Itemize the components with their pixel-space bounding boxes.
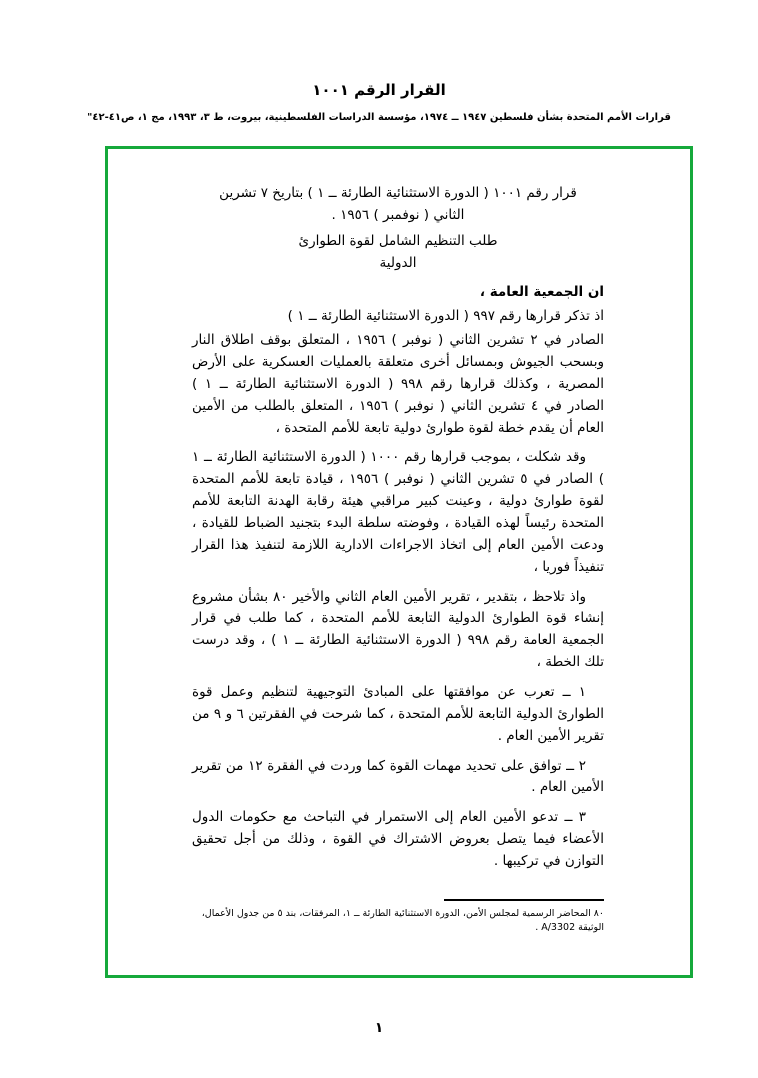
content-frame [105,146,693,978]
operative-paragraph-1: ١ ــ تعرب عن موافقتها على المبادئ التوجيهية لتنظيم وعمل قوة الطوارئ الدولية التابعة للأمم المتحدة ، كما شرحت في الفقرتين ٦ و ٩ من تقرير الأمين العام . [192,684,604,744]
paragraph-noting: واذ تلاحظ ، بتقدير ، تقرير الأمين العام الثاني والأخير ٨٠ بشأن مشروع إنشاء قوة الطوارئ الدولية التابعة للأمم المتحدة ، كما طلب في قرار الجمعية العامة رقم ٩٩٨ ( الدورة الاستثنائية الطارئة ــ ١ ) ، وقد درست تلك الخطة ، [192,588,605,671]
content-body [108,149,690,935]
footnote-text: ٨٠ المحاضر الرسمية لمجلس الأمن، الدورة الاستثنائية الطارئة ــ ١، المرفقات، بند ٥ من جدول الأعمال، الوثيقة A/3302 . [201,907,604,934]
operative-paragraph-3: ٣ ــ تدعو الأمين العام إلى الاستمرار في التباحث مع حكومات الدول الأعضاء فيما يتصل بعروض الاشتراك في القوة ، وذلك من أجل تحقيق التوازن في تركيبها . [192,809,604,870]
resolution-subject [192,231,604,275]
resolution-heading [192,183,604,227]
footnote-divider [444,899,604,901]
paragraph-having-established: وقد شكلت ، بموجب قرارها رقم ١٠٠٠ ( الدورة الاستثنائية الطارئة ــ ١ ) الصادر في ٥ تشرين الثاني ( نوفبر ) ١٩٥٦ ، قيادة تابعة للأمم المتحدة لقوة طوارئ دولية ، وعينت كبير مراقبي هيئة رقابة الهدنة التابعة للأمم المتحدة رئيساً لهذه القيادة ، وفوضته سلطة البدء بتجنيد الضباط للقيادة ، ودعت الأمين العام إلى اتخاذ الاجراءات الادارية اللازمة لتنفيذ هذا القرار تنفيذاً فوريا ، [192,449,604,575]
resolution-heading-line-1: قرار رقم ١٠٠١ ( الدورة الاستثنائية الطارئة ــ ١ ) بتاريخ ٧ تشرين [219,185,577,201]
page-number: ١ [374,1020,384,1036]
paragraph-recalling-lead: اذ تذكر قرارها رقم ٩٩٧ ( الدورة الاستثنائية الطارئة ــ ١ ) [287,308,604,325]
resolution-subject-line-1: طلب التنظيم الشامل لقوة الطوارئ [298,232,498,249]
document-header [0,0,758,126]
paragraph-recalling-body: الصادر في ٢ تشرين الثاني ( نوفبر ) ١٩٥٦ ، المتعلق بوقف اطلاق النار وبسحب الجيوش وبمسائل أخرى متعلقة بالعمليات العسكرية على الأرض المصرية ، وكذلك قرارها رقم ٩٩٨ ( الدورة الاستثنائية الطارئة ــ ١ ) الصادر في ٤ تشرين الثاني ( نوفبر ) ١٩٥٦ ، المتعلق بالطلب من الأمين العام أن يقدم خطة لقوة طوارئ دولية تابعة للأمم المتحدة ، [192,332,604,436]
resolution-subject-line-2: الدولية [379,254,417,271]
page-title: القرار الرقم ١٠٠١ [312,81,446,99]
operative-paragraph-2: ٢ ــ توافق على تحديد مهمات القوة كما وردت في الفقرة ١٢ من تقرير الأمين العام . [192,757,604,796]
paragraph-preamble-opening: ان الجمعية العامة ، [479,284,604,301]
resolution-heading-line-2: الثاني ( نوفمبر ) ١٩٥٦ . [331,206,465,223]
source-citation: قرارات الأمم المتحدة بشأن فلسطين ١٩٤٧ ــ ١٩٧٤، مؤسسة الدراسات الفلسطينية، بيروت، ط ٣، ١٩٩٣، مج ١، ص٤١-٤٢" [87,112,671,124]
